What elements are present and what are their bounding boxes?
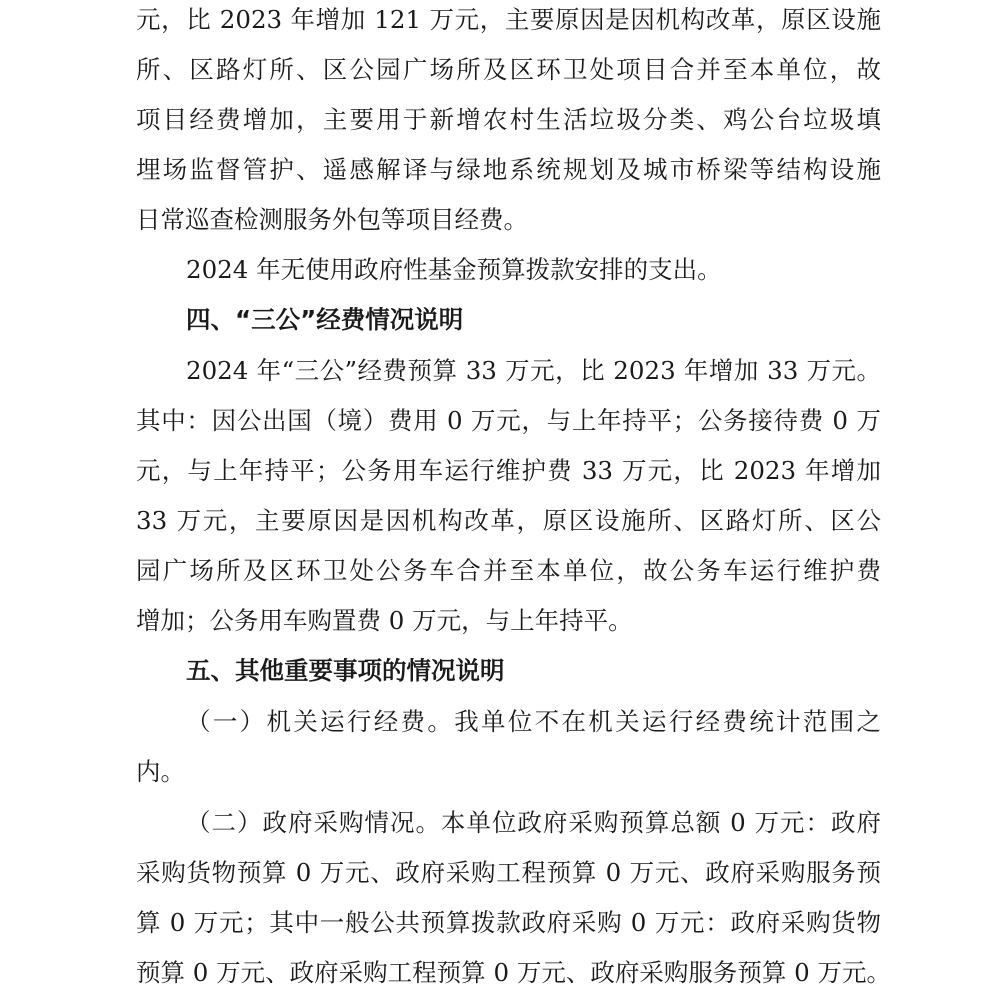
paragraph-line: 园广场所及区环卫处公务车合并至本单位，故公务车运行维护费 bbox=[136, 556, 881, 585]
paragraph-line: （二）政府采购情况。本单位政府采购预算总额 0 万元：政府 bbox=[186, 808, 881, 837]
paragraph-line: 内。 bbox=[136, 757, 185, 786]
paragraph-line: （一）机关运行经费。我单位不在机关运行经费统计范围之 bbox=[186, 707, 881, 736]
paragraph-line: 增加；公务用车购置费 0 万元，与上年持平。 bbox=[136, 606, 633, 635]
paragraph-line: 所、区路灯所、区公园广场所及区环卫处项目合并至本单位，故 bbox=[136, 55, 881, 84]
section-heading-4: 四、“三公”经费情况说明 bbox=[186, 305, 464, 334]
paragraph-line: 算 0 万元；其中一般公共预算拨款政府采购 0 万元：政府采购货物 bbox=[136, 908, 881, 937]
paragraph-line: 采购货物预算 0 万元、政府采购工程预算 0 万元、政府采购服务预 bbox=[136, 858, 881, 887]
paragraph-line: 33 万元，主要原因是因机构改革，原区设施所、区路灯所、区公 bbox=[136, 506, 881, 535]
paragraph-line: 预算 0 万元、政府采购工程预算 0 万元、政府采购服务预算 0 万元。 bbox=[136, 958, 891, 987]
paragraph-line: 日常巡查检测服务外包等项目经费。 bbox=[136, 205, 528, 234]
paragraph-line: 元，与上年持平；公务用车运行维护费 33 万元，比 2023 年增加 bbox=[136, 456, 881, 485]
paragraph-line: 其中：因公出国（境）费用 0 万元，与上年持平；公务接待费 0 万 bbox=[136, 406, 881, 435]
paragraph-line: 埋场监督管护、遥感解译与绿地系统规划及城市桥梁等结构设施 bbox=[136, 155, 881, 184]
section-heading-5: 五、其他重要事项的情况说明 bbox=[186, 656, 505, 685]
paragraph-line: 元，比 2023 年增加 121 万元，主要原因是因机构改革，原区设施 bbox=[136, 5, 881, 34]
paragraph-text: 2024 年无使用政府性基金预算拨款安排的支出。 bbox=[186, 255, 722, 284]
paragraph-line: 2024 年“三公”经费预算 33 万元，比 2023 年增加 33 万元。 bbox=[186, 356, 881, 385]
paragraph-line: 项目经费增加，主要用于新增农村生活垃圾分类、鸡公台垃圾填 bbox=[136, 105, 881, 134]
